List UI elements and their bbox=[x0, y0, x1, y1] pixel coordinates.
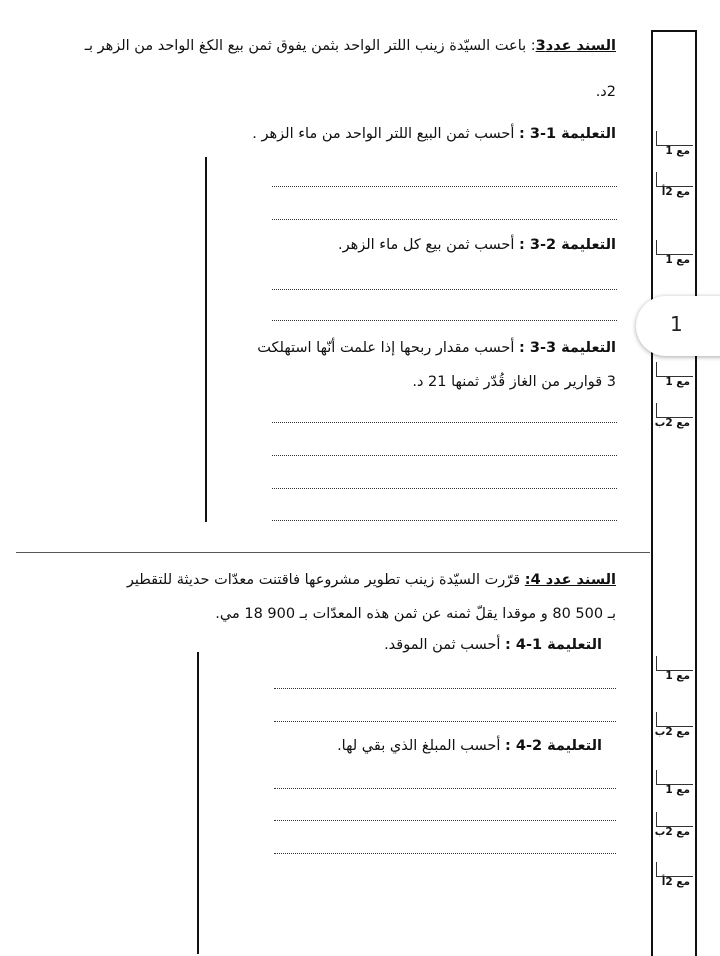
answer-line[interactable] bbox=[274, 688, 616, 689]
criterion-box bbox=[656, 862, 692, 892]
doc3-text-2: 2د. bbox=[595, 84, 616, 100]
criterion-label: مع 1 bbox=[665, 670, 690, 682]
doc4-task1 bbox=[384, 637, 602, 653]
answer-line[interactable] bbox=[272, 219, 617, 220]
doc3-task1-label: التعليمة 1-3 : bbox=[519, 126, 616, 142]
criterion-label: مع 2ب bbox=[654, 826, 690, 838]
doc4-task2-text: أحسب المبلغ الذي بقي لها. bbox=[337, 738, 501, 754]
doc4-task1-label: التعليمة 1-4 : bbox=[505, 637, 602, 653]
section-divider bbox=[16, 552, 650, 553]
criterion-label: مع 1 bbox=[665, 784, 690, 796]
doc3-statement-line2 bbox=[596, 84, 616, 100]
doc3-task3-line1 bbox=[257, 340, 616, 356]
criterion-box bbox=[656, 362, 692, 392]
answer-line[interactable] bbox=[272, 186, 617, 187]
criterion-label: مع 2ب bbox=[654, 726, 690, 738]
criterion-label: مع 1 bbox=[665, 254, 690, 266]
doc4-text-1: قرّرت السيّدة زينب تطوير مشروعها فاقتنت معدّات حديثة للتقطير bbox=[126, 572, 521, 588]
criterion-label: مع 1 bbox=[665, 145, 690, 157]
answer-line[interactable] bbox=[272, 455, 617, 456]
answer-line[interactable] bbox=[272, 488, 617, 489]
criterion-box bbox=[656, 403, 692, 433]
criteria-column-top bbox=[651, 30, 696, 32]
doc4-title: السند عدد 4: bbox=[524, 572, 616, 588]
doc3-task2 bbox=[338, 237, 616, 253]
page-number: 1 bbox=[670, 312, 683, 336]
criteria-column-right-edge bbox=[695, 30, 697, 956]
criterion-box bbox=[656, 240, 692, 270]
answer-line[interactable] bbox=[274, 788, 616, 789]
doc3-task3-label: التعليمة 3-3 : bbox=[519, 340, 616, 356]
answer-line[interactable] bbox=[272, 422, 617, 423]
doc3-task3-text-1: أحسب مقدار ربحها إذا علمت أنّها استهلكت bbox=[257, 340, 515, 356]
criterion-label: مع 2أ bbox=[661, 876, 690, 888]
doc4-task2-label: التعليمة 2-4 : bbox=[505, 738, 602, 754]
page-number-tab[interactable] bbox=[636, 296, 720, 356]
doc3-statement-line1: السند عدد3: باعت السيّدة زينب اللتر الواحد بثمن يفوق ثمن بيع الكغ الواحد من الزهر بـ bbox=[84, 38, 616, 54]
doc3-text-1: باعت السيّدة زينب اللتر الواحد بثمن يفوق ثمن بيع الكغ الواحد من الزهر بـ bbox=[84, 38, 527, 54]
criterion-box bbox=[656, 812, 692, 842]
answer-line[interactable] bbox=[272, 320, 617, 321]
doc4-text-2: بـ 500 80 و موقدا يقلّ ثمنه عن ثمن هذه المعدّات بـ 900 18 مي. bbox=[215, 606, 616, 622]
doc3-task3-text-2: 3 قوارير من الغاز قُدّر ثمنها 21 د. bbox=[412, 374, 616, 390]
criteria-column-left-edge bbox=[651, 30, 653, 956]
doc3-task3-line2 bbox=[412, 374, 616, 390]
doc3-task2-label: التعليمة 2-3 : bbox=[519, 237, 616, 253]
doc3-task2-text: أحسب ثمن بيع كل ماء الزهر. bbox=[338, 237, 515, 253]
criterion-box bbox=[656, 712, 692, 742]
doc4-task1-text: أحسب ثمن الموقد. bbox=[384, 637, 501, 653]
answer-line[interactable] bbox=[274, 721, 616, 722]
doc3-title: السند عدد3 bbox=[535, 38, 616, 54]
answer-line[interactable] bbox=[272, 289, 617, 290]
doc4-statement-line2 bbox=[215, 606, 616, 622]
answer-line[interactable] bbox=[274, 853, 616, 854]
draft-divider bbox=[205, 157, 207, 522]
answer-line[interactable] bbox=[274, 820, 616, 821]
answer-line[interactable] bbox=[272, 520, 617, 521]
criterion-box bbox=[656, 172, 692, 202]
draft-divider bbox=[197, 652, 199, 954]
doc3-task1 bbox=[252, 126, 616, 142]
criterion-label: مع 2ب bbox=[654, 417, 690, 429]
criterion-box bbox=[656, 131, 692, 161]
criterion-box bbox=[656, 656, 692, 686]
doc3-task1-text: أحسب ثمن البيع اللتر الواحد من ماء الزهر . bbox=[252, 126, 515, 142]
criterion-label: مع 1 bbox=[665, 376, 690, 388]
doc4-statement-line1 bbox=[127, 572, 616, 588]
criterion-label: مع 2أ bbox=[661, 186, 690, 198]
criterion-box bbox=[656, 770, 692, 800]
doc4-task2 bbox=[337, 738, 602, 754]
